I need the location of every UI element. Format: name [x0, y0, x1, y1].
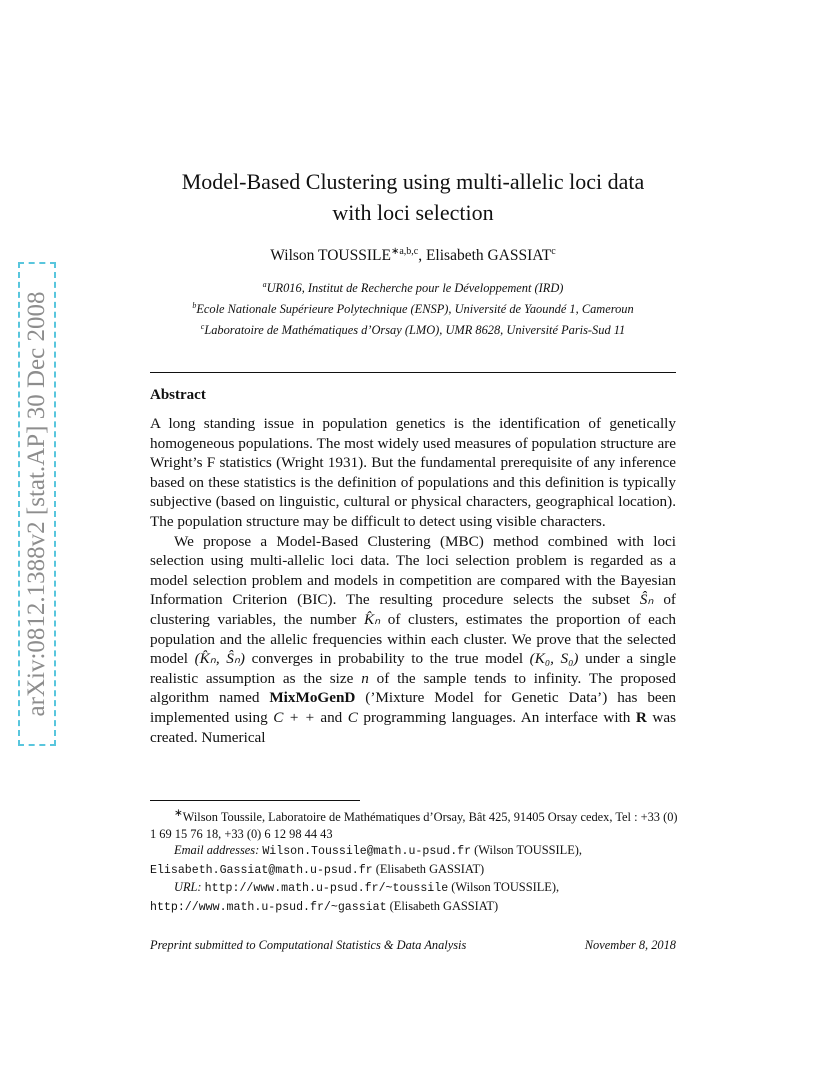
math-kn: K̂ₙ — [363, 610, 381, 628]
math-c: C — [347, 708, 358, 726]
author-affiliation-marks: c — [551, 246, 556, 257]
author-affiliation-marks: ∗a,b,c — [390, 246, 419, 257]
url-label: URL: — [174, 880, 202, 895]
author-name: Wilson TOUSSILE — [270, 247, 391, 265]
math-kn-sn: (K̂ₙ, Ŝₙ) — [194, 650, 245, 668]
footnote-mark: ∗ — [174, 808, 183, 819]
author-list — [150, 246, 676, 265]
email-owner: (Wilson TOUSSILE), — [471, 843, 582, 858]
paper-title — [150, 166, 676, 228]
url-link[interactable]: http://www.math.u-psud.fr/~toussile — [204, 882, 449, 896]
text-run: programming languages. An interface with — [357, 708, 636, 726]
math-cpp: C + + — [273, 708, 315, 726]
text-run: under a single realistic assumption as the size — [150, 650, 676, 687]
page-footer — [150, 938, 676, 953]
abstract-paragraph-2 — [150, 532, 676, 748]
affiliation-text: Laboratoire de Mathématiques d’Orsay (LMO), UMR 8628, Université Paris-Sud 11 — [204, 323, 626, 338]
arxiv-stamp-text: arXiv:0812.1388v2 [stat.AP] 30 Dec 2008 — [23, 291, 50, 717]
text-run: was created. Numerical — [150, 708, 676, 746]
abstract-heading: Abstract — [150, 387, 206, 403]
footnote — [150, 806, 680, 916]
footnote-rule — [150, 800, 360, 801]
text-run: and — [314, 708, 348, 726]
title-line-1: Model-Based Clustering using multi-allelic loci data — [181, 169, 645, 194]
url-owner: (Elisabeth GASSIAT) — [386, 898, 499, 913]
abstract-top-rule — [150, 372, 676, 373]
text-run: of clusters, estimates the proportion of each population and the allelic frequencies within each cluster. We prove that the selected model — [150, 610, 677, 668]
footnote-emails — [150, 842, 680, 861]
email-owner: (Elisabeth GASSIAT) — [372, 861, 485, 876]
arxiv-stamp — [18, 262, 56, 746]
affiliation-line — [146, 297, 680, 318]
url-owner: (Wilson TOUSSILE), — [448, 880, 560, 895]
footnote-urls-cont — [150, 898, 680, 917]
affiliation-line — [146, 276, 680, 297]
text-run: converges in probability to the true model — [244, 650, 530, 668]
algorithm-name: MixMoGenD — [269, 689, 356, 707]
text-run: (’Mixture Model for Genetic Data’) has been implemented using — [150, 689, 677, 726]
footnote-contact — [150, 806, 680, 842]
text-run: We propose a Model-Based Clustering (MBC) method combined with loci selection using multi-allelic loci data. The loci selection problem is regarded as a model selection problem and models in competition are compared with the Bayesian Information Criterion (BIC). The resulting procedure selects the subset — [150, 532, 676, 609]
abstract-body — [150, 414, 676, 747]
preprint-date: November 8, 2018 — [584, 938, 676, 952]
math-sn: Ŝₙ — [639, 591, 654, 609]
affiliation-line — [146, 318, 680, 339]
text-run: of the sample tends to infinity. The proposed algorithm named — [150, 669, 676, 707]
text-run: of clustering variables, the number — [150, 591, 676, 628]
title-line-2: with loci selection — [332, 200, 494, 225]
affiliation-mark: b — [192, 301, 197, 311]
author-separator: , — [418, 247, 426, 265]
footnote-urls — [150, 879, 680, 898]
email-link[interactable]: Wilson.Toussile@math.u-psud.fr — [262, 845, 472, 859]
email-link[interactable]: Elisabeth.Gassiat@math.u-psud.fr — [150, 863, 373, 877]
author-name: Elisabeth GASSIAT — [425, 247, 552, 265]
footnote-emails-cont — [150, 861, 680, 880]
affiliation-mark: a — [262, 280, 267, 289]
affiliations — [146, 276, 680, 339]
affiliation-text: UR016, Institut de Recherche pour le Développement (IRD) — [266, 281, 564, 296]
abstract-paragraph-1: A long standing issue in population genetics is the identification of genetically homogeneous populations. The most widely used measures of population structure are Wright’s F statistics (Wright 1931). But the fundamental prerequisite of any inference based on these statistics is the definition of populations and this definition is typically subjective (based on linguistic, cultural or physical characters, geographical location). The population structure may be difficult to detect using visible characters. — [150, 415, 676, 530]
software-r: R — [635, 708, 647, 726]
affiliation-text: Ecole Nationale Supérieure Polytechnique (ENSP), Université de Yaoundé 1, Cameroun — [196, 302, 634, 317]
footnote-contact-text: Wilson Toussile, Laboratoire de Mathématiques d’Orsay, Bât 425, 91405 Orsay cedex, Tel : +33 (0) 1 69 15 76 18, +33 (0) 6 12 98 44 43 — [150, 810, 678, 841]
url-link[interactable]: http://www.math.u-psud.fr/~gassiat — [150, 900, 387, 914]
email-label: Email addresses: — [174, 843, 260, 858]
affiliation-mark: c — [200, 322, 205, 332]
preprint-note: Preprint submitted to Computational Statistics & Data Analysis — [150, 938, 467, 952]
math-k0-s0: (K₀, S₀) — [529, 650, 579, 668]
math-n: n — [361, 669, 369, 687]
